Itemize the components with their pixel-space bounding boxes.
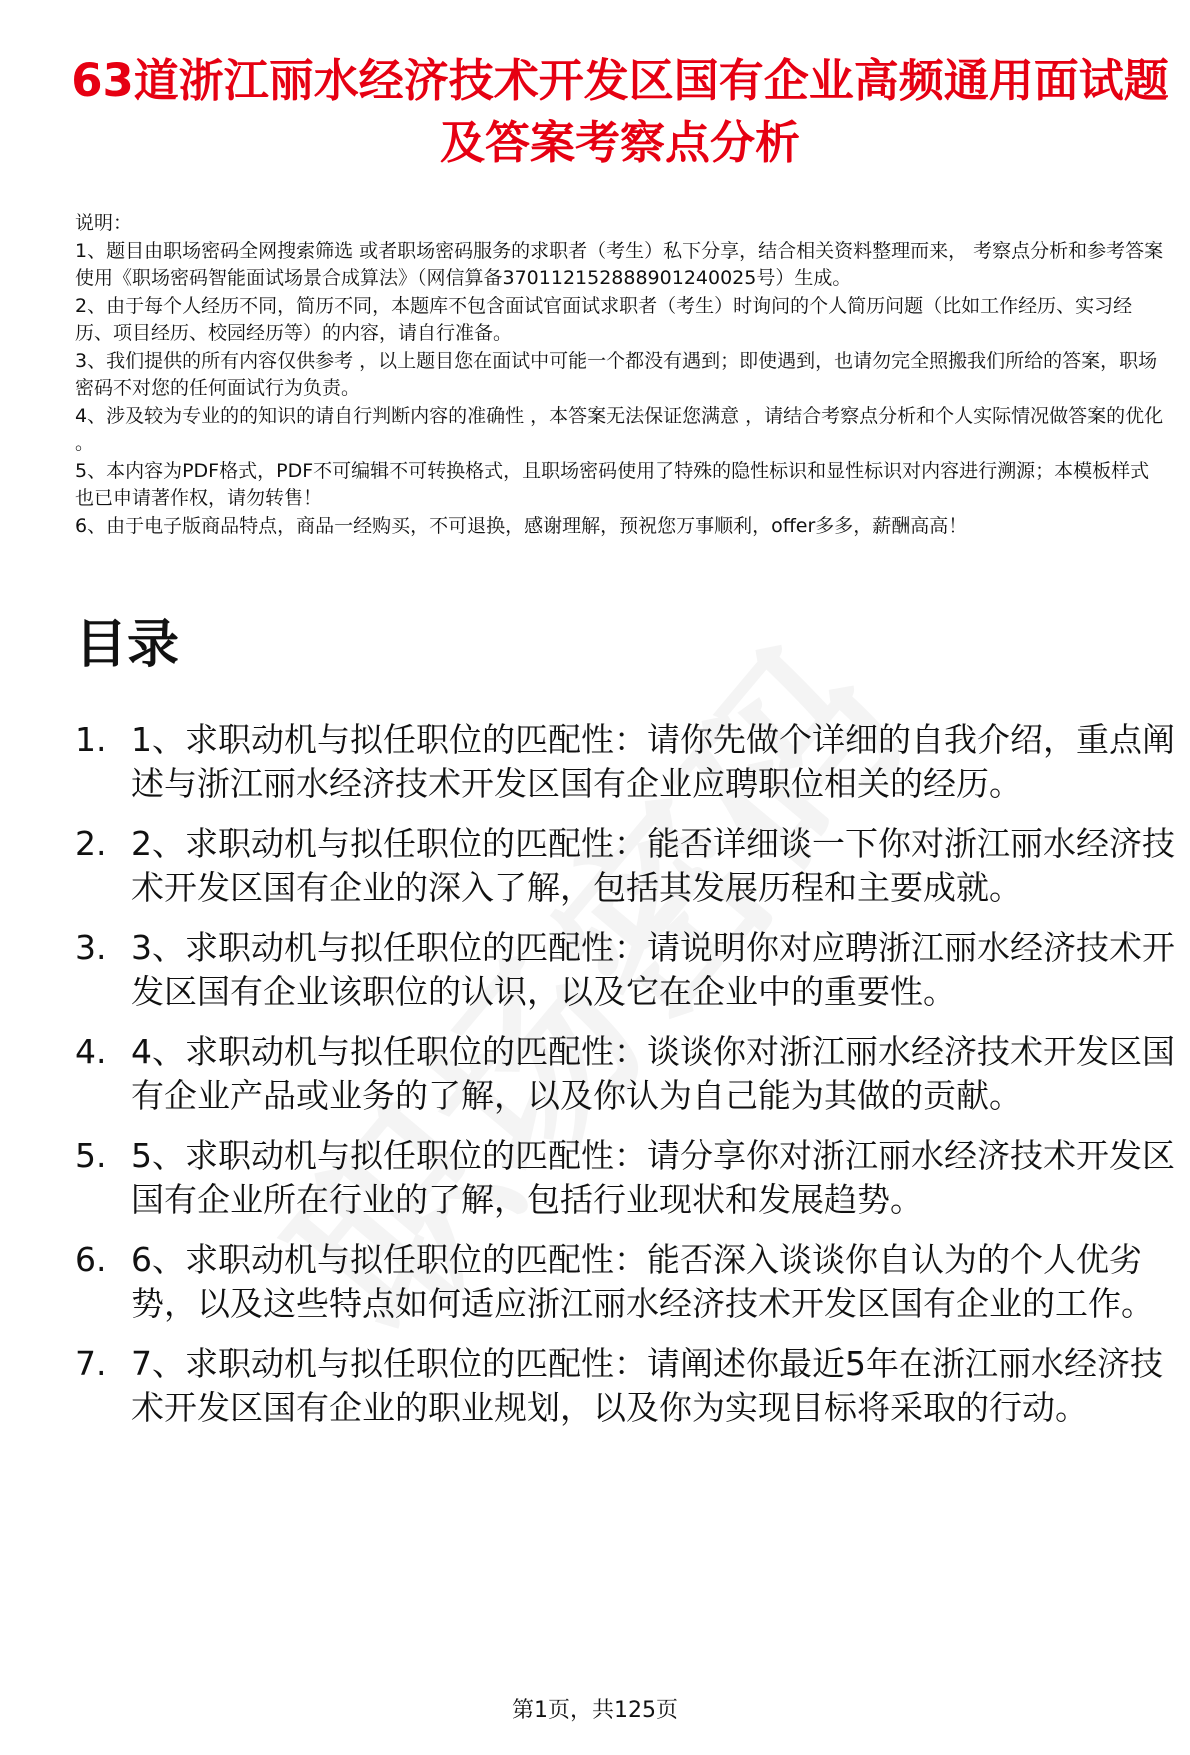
note-item: 1、题目由职场密码全网搜索筛选 或者职场密码服务的求职者（考生）私下分享，结合相关资料整理而来， 考察点分析和参考答案使用《职场密码智能面试场景合成算法》（网信算备370112152888901240025号）生成。 — [75, 239, 1164, 289]
note-item: 6、由于电子版商品特点，商品一经购买，不可退换，感谢理解，预祝您万事顺利，offer多多，薪酬高高！ — [75, 514, 968, 537]
page-footer: 第1页，共125页 — [512, 1698, 678, 1723]
toc-item-text: 2、求职动机与拟任职位的匹配性：能否详细谈一下你对浙江丽水经济技术开发区国有企业的深入了解，包括其发展历程和主要成就。 — [131, 824, 1175, 907]
toc-item-number: 1. — [75, 720, 107, 759]
toc-item-text: 1、求职动机与拟任职位的匹配性：请你先做个详细的自我介绍，重点阐述与浙江丽水经济技术开发区国有企业应聘职位相关的经历。 — [131, 720, 1175, 803]
toc-item-number: 3. — [75, 928, 107, 967]
toc-item[interactable] — [75, 718, 1175, 806]
notes-heading: 说明： — [75, 212, 133, 234]
note-item: 2、由于每个人经历不同，简历不同，本题库不包含面试官面试求职者（考生）时询问的个人简历问题（比如工作经历、实习经历、项目经历、校园经历等）的内容，请自行准备。 — [75, 294, 1133, 344]
toc-item-text: 3、求职动机与拟任职位的匹配性：请说明你对应聘浙江丽水经济技术开发区国有企业该职位的认识，以及它在企业中的重要性。 — [131, 928, 1175, 1011]
note-item: 5、本内容为PDF格式，PDF不可编辑不可转换格式，且职场密码使用了特殊的隐性标识和显性标识对内容进行溯源；本模板样式也已申请著作权，请勿转售！ — [75, 459, 1150, 509]
note-item: 4、涉及较为专业的的知识的请自行判断内容的准确性 ，本答案无法保证您满意 ，请结合考察点分析和个人实际情况做答案的优化 。 — [75, 404, 1164, 454]
toc-item-text: 6、求职动机与拟任职位的匹配性：能否深入谈谈你自认为的个人优劣势，以及这些特点如何适应浙江丽水经济技术开发区国有企业的工作。 — [131, 1240, 1154, 1323]
toc-item[interactable] — [75, 1238, 1175, 1326]
document-title: 63道浙江丽水经济技术开发区国有企业高频通用面试题及答案考察点分析 — [71, 54, 1169, 169]
toc-item-number: 4. — [75, 1032, 107, 1071]
toc-item[interactable] — [75, 822, 1175, 910]
toc-item[interactable] — [75, 1134, 1175, 1222]
note-item: 3、我们提供的所有内容仅供参考 ，以上题目您在面试中可能一个都没有遇到；即使遇到，也请勿完全照搬我们所给的答案，职场密码不对您的任何面试行为负责。 — [75, 349, 1158, 399]
toc-item-number: 2. — [75, 824, 107, 863]
toc-item[interactable] — [75, 926, 1175, 1014]
toc-item-text: 5、求职动机与拟任职位的匹配性：请分享你对浙江丽水经济技术开发区国有企业所在行业的了解，包括行业现状和发展趋势。 — [131, 1136, 1175, 1219]
toc-item-text: 4、求职动机与拟任职位的匹配性：谈谈你对浙江丽水经济技术开发区国有企业产品或业务的了解，以及你认为自己能为其做的贡献。 — [131, 1032, 1175, 1115]
toc-list — [75, 718, 1175, 1446]
toc-item-number: 6. — [75, 1240, 107, 1279]
toc-item-number: 5. — [75, 1136, 107, 1175]
notes-section — [75, 210, 1165, 540]
toc-item-number: 7. — [75, 1344, 107, 1383]
toc-item-text: 7、求职动机与拟任职位的匹配性：请阐述你最近5年在浙江丽水经济技术开发区国有企业的职业规划，以及你为实现目标将采取的行动。 — [131, 1344, 1163, 1427]
toc-heading: 目录 — [75, 615, 180, 675]
toc-item[interactable] — [75, 1342, 1175, 1430]
toc-item[interactable] — [75, 1030, 1175, 1118]
